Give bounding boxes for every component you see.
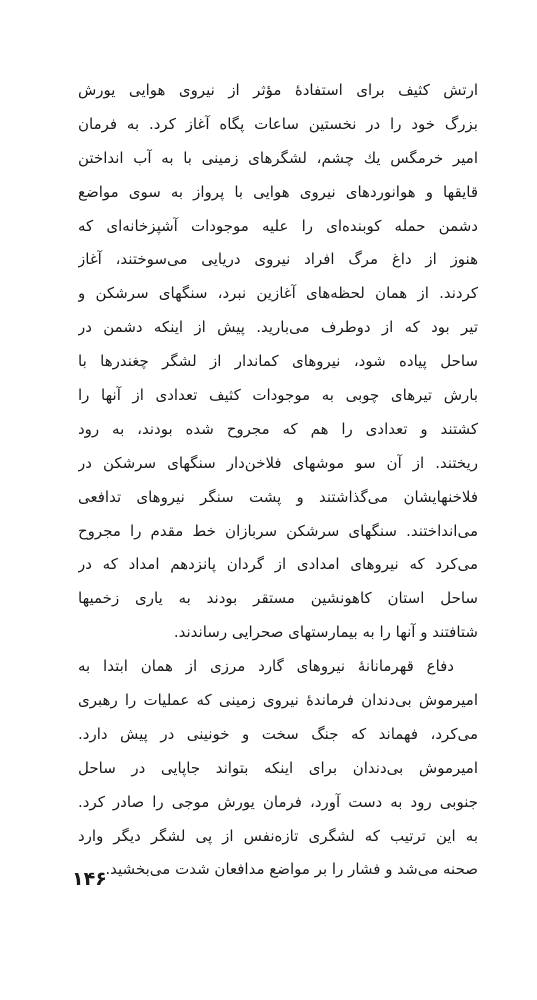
text-line: به این ترتیب که لشگری تازه‌نفس از پی لشگر دیگر وارد	[78, 826, 478, 845]
text-line: قایقها و هوانوردهای نیروی هوایی با پرواز به سوی مواضع	[78, 182, 478, 201]
text-line: امیرموش بی‌دندان فرماندهٔ نیروی زمینی که عملیات را رهبری	[78, 691, 478, 710]
text-line: کردند. از همان لحظه‌های آغازین نبرد، سنگهای سرشکن و	[78, 284, 478, 303]
text-line: امیرموش بی‌دندان برای اینکه بتواند جاپایی در ساحل	[78, 758, 478, 777]
text-line: ساحل استان کاهونشین مستقر بودند به یاری زخمیها	[78, 589, 478, 608]
page-number: ۱۴۶	[72, 868, 107, 890]
text-line: دفاع قهرمانانهٔ نیروهای گارد مرزی از همان ابتدا به	[78, 657, 454, 676]
text-line: دشمن حمله کوبنده‌ای را علیه موجودات آشپزخانه‌ای که	[78, 216, 478, 235]
text-line: بارش تیرهای چوبی به موجودات کثیف تعدادی از آنها را	[78, 386, 478, 405]
text-line: صحنه می‌شد و فشار را بر مواضع مدافعان شدت می‌بخشید.	[105, 860, 478, 879]
text-line: جنوبی رود به دست آورد، فرمان یورش موجی را صادر کرد.	[78, 792, 478, 811]
text-line: ساحل پیاده شود، نیروهای کماندار از لشگر چغندرها با	[78, 352, 478, 371]
text-line: می‌انداختند. سنگهای سرشکن سربازان خط مقدم را مجروح	[78, 521, 478, 540]
text-line: امیر خرمگس یك چشم، لشگرهای زمینی با به آب انداختن	[78, 148, 478, 167]
text-line: شتافتند و آنها را به بیمارستهای صحرایی رساندند.	[173, 623, 478, 642]
body-text	[78, 74, 478, 887]
text-line: بزرگ خود را در نخستین ساعات پگاه آغاز کرد. به فرمان	[78, 114, 478, 133]
text-line: ریختند. از آن سو موشهای فلاخن‌دار سنگهای سرشکن در	[78, 453, 478, 472]
text-line: هنوز از داغ مرگ افراد نیروی دریایی می‌سوختند، آغاز	[78, 250, 478, 269]
text-line: کشتند و تعدادی را هم که مجروح شده بودند، به رود	[78, 419, 478, 438]
text-line: می‌کرد، فهماند که جنگ سخت و خونینی در پیش دارد.	[78, 724, 478, 743]
text-line: فلاخنهایشان می‌گذاشتند و پشت سنگر نیروهای تدافعی	[78, 487, 478, 506]
text-line: تیر بود که از دوطرف می‌بارید. پیش از اینکه دشمن در	[78, 318, 478, 337]
text-line: ارتش کثیف برای استفادهٔ مؤثر از نیروی هوایی یورش	[78, 81, 478, 99]
text-line: می‌کرد که نیروهای امدادی از گردان پانزدهم امداد که در	[78, 555, 478, 574]
